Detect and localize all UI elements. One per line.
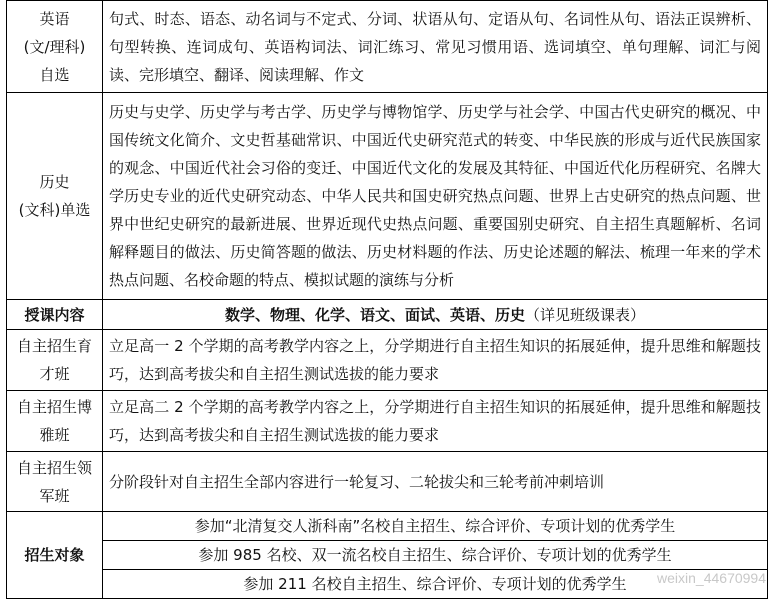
row-label-lingjun-class bbox=[7, 452, 103, 512]
subjects-note: （详见班级课表） bbox=[525, 305, 646, 324]
watermark: weixin_44670994 bbox=[657, 570, 766, 586]
table-row-lingjun-class bbox=[7, 452, 768, 512]
row-label-yucai-class bbox=[7, 330, 103, 391]
label-line: 才班 bbox=[39, 365, 70, 383]
row-content-history: 历史与史学、历史学与考古学、历史学与博物馆学、历史学与社会学、中国古代史研究的概况、中国传统文化简介、文史哲基础常识、中国近代史研究范式的转变、中华民族的形成与近代民族国家的观念、中国近代社会习俗的变迁、中国近代文化的发展及其特征、中国近代化历程研究、名牌大学历史专业的近代史研究动态、中华人民共和国史研究热点问题、世界上古史研究的热点问题、世界中世纪史研究的最新进展、世界近现代史热点问题、重要国别史研究、自主招生真题解析、名词解释题目的做法、历史简答题的做法、历史材料题的作法、历史论述题的解法、梳理一年来的学术热点问题、名校命题的特点、模拟试题的演练与分析 bbox=[103, 93, 768, 300]
table-row-yucai-class bbox=[7, 330, 768, 391]
label-line: 自主招生育 bbox=[16, 337, 92, 355]
row-content-teaching-content bbox=[103, 300, 768, 330]
row-label-english bbox=[7, 1, 103, 93]
table-row-target-1 bbox=[7, 512, 768, 541]
label-line: 自主招生领 bbox=[16, 458, 92, 477]
label-line: 军班 bbox=[39, 486, 70, 505]
table-row-english bbox=[7, 1, 768, 93]
row-content-lingjun-class: 分阶段针对自主招生全部内容进行一轮复习、二轮拔尖和三轮考前冲刺培训 bbox=[103, 452, 768, 512]
label-line: (文/理科) bbox=[23, 37, 86, 56]
row-label-teaching-content: 授课内容 bbox=[7, 300, 103, 330]
table-row-boya-class bbox=[7, 391, 768, 452]
label-line: 雅班 bbox=[39, 426, 70, 444]
label-line: 自选 bbox=[39, 65, 70, 84]
label-line: 英语 bbox=[39, 9, 70, 28]
row-content-yucai-class: 立足高一 2 个学期的高考教学内容之上，分学期进行自主招生知识的拓展延伸，提升思维和解题技巧，达到高考拔尖和自主招生测试选拔的能力要求 bbox=[103, 330, 768, 391]
row-label-boya-class bbox=[7, 391, 103, 452]
table-row-target-3 bbox=[7, 570, 768, 599]
row-content-english: 句式、时态、语态、动名词与不定式、分词、状语从句、定语从句、名词性从句、语法正误辨析、句型转换、连词成句、英语构词法、词汇练习、常见习惯用语、选词填空、单句理解、词汇与阅读、完形填空、翻译、阅读理解、作文 bbox=[103, 1, 768, 93]
table-row-target-2 bbox=[7, 541, 768, 570]
row-label-history bbox=[7, 93, 103, 300]
row-label-targets: 招生对象 bbox=[7, 512, 103, 599]
target-item: 参加 985 名校、双一流名校自主招生、综合评价、专项计划的优秀学生 bbox=[103, 541, 768, 570]
label-line: 历史 bbox=[39, 173, 70, 191]
subjects-list: 数学、物理、化学、语文、面试、英语、历史 bbox=[224, 305, 525, 324]
row-content-boya-class: 立足高二 2 个学期的高考教学内容之上，分学期进行自主招生知识的拓展延伸，提升思维和解题技巧，达到高考拔尖和自主招生测试选拔的能力要求 bbox=[103, 391, 768, 452]
target-item: 参加 211 名校自主招生、综合评价、专项计划的优秀学生 bbox=[103, 570, 768, 599]
label-line: 自主招生博 bbox=[16, 398, 92, 416]
table-row-teaching-content bbox=[7, 300, 768, 330]
label-line: (文科)单选 bbox=[18, 201, 91, 219]
table-row-history bbox=[7, 93, 768, 300]
target-item: 参加“北清复交人浙科南”名校自主招生、综合评价、专项计划的优秀学生 bbox=[103, 512, 768, 541]
course-table bbox=[6, 0, 768, 599]
